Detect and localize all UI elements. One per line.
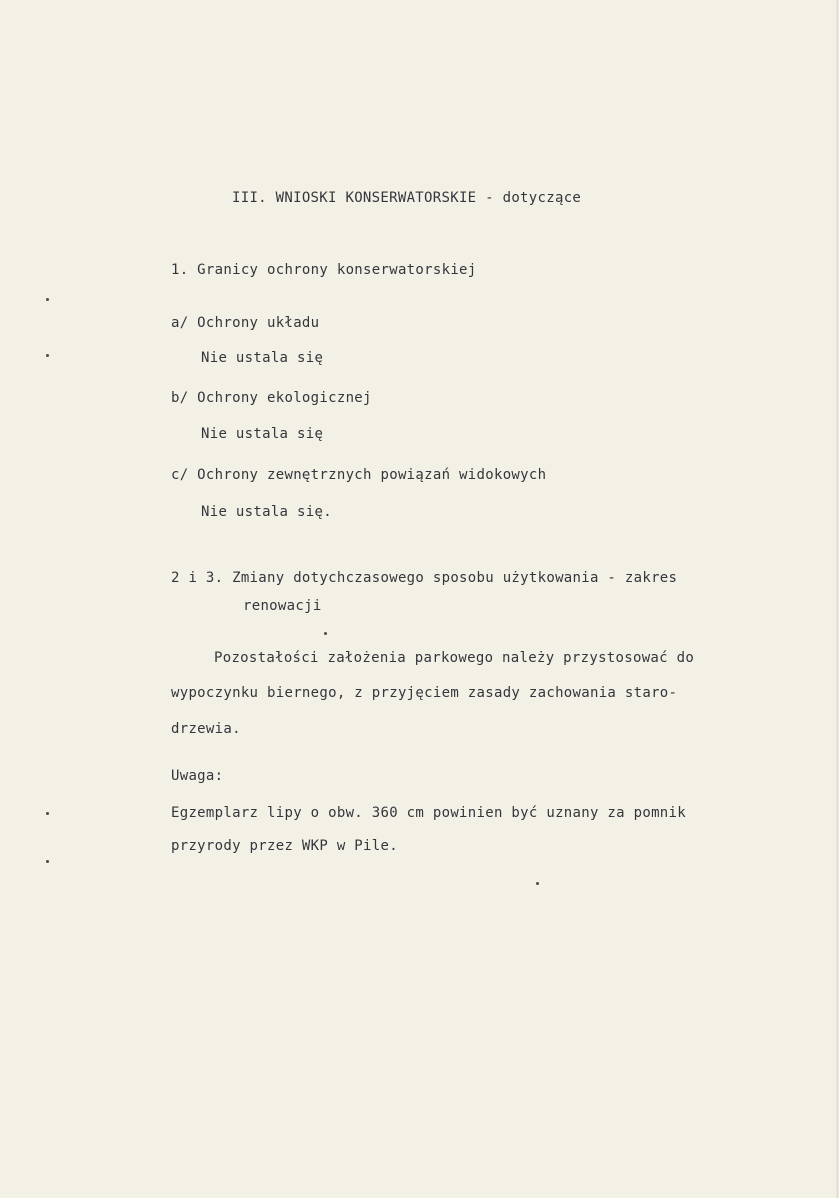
paragraph-line-1: Pozostałości założenia parkowego należy przystosować do <box>214 650 695 666</box>
speck <box>536 882 539 885</box>
margin-dot <box>46 298 49 301</box>
item-a-value: Nie ustala się <box>201 350 324 366</box>
paragraph-line-3: drzewia. <box>171 721 241 737</box>
note-line-2: przyrody przez WKP w Pile. <box>171 838 398 854</box>
item-c-value: Nie ustala się. <box>201 504 332 520</box>
item-b-value: Nie ustala się <box>201 426 324 442</box>
document-heading: III. WNIOSKI KONSERWATORSKIE - dotyczące <box>232 190 582 206</box>
margin-dot <box>46 354 49 357</box>
section-2-title-line-1: 2 i 3. Zmiany dotychczasowego sposobu użytkowania - zakres <box>171 570 678 586</box>
section-1-title: 1. Granicy ochrony konserwatorskiej <box>171 262 477 278</box>
margin-dot <box>46 812 49 815</box>
paragraph-line-2: wypoczynku biernego, z przyjęciem zasady zachowania staro- <box>171 685 678 701</box>
note-label: Uwaga: <box>171 768 224 784</box>
item-b-label: b/ Ochrony ekologicznej <box>171 390 372 406</box>
note-line-1: Egzemplarz lipy o obw. 360 cm powinien być uznany za pomnik <box>171 805 686 821</box>
speck <box>324 632 327 635</box>
margin-dot <box>46 860 49 863</box>
item-c-label: c/ Ochrony zewnętrznych powiązań widokowych <box>171 467 547 483</box>
section-2-title-line-2: renowacji <box>243 598 322 614</box>
item-a-label: a/ Ochrony układu <box>171 315 320 331</box>
